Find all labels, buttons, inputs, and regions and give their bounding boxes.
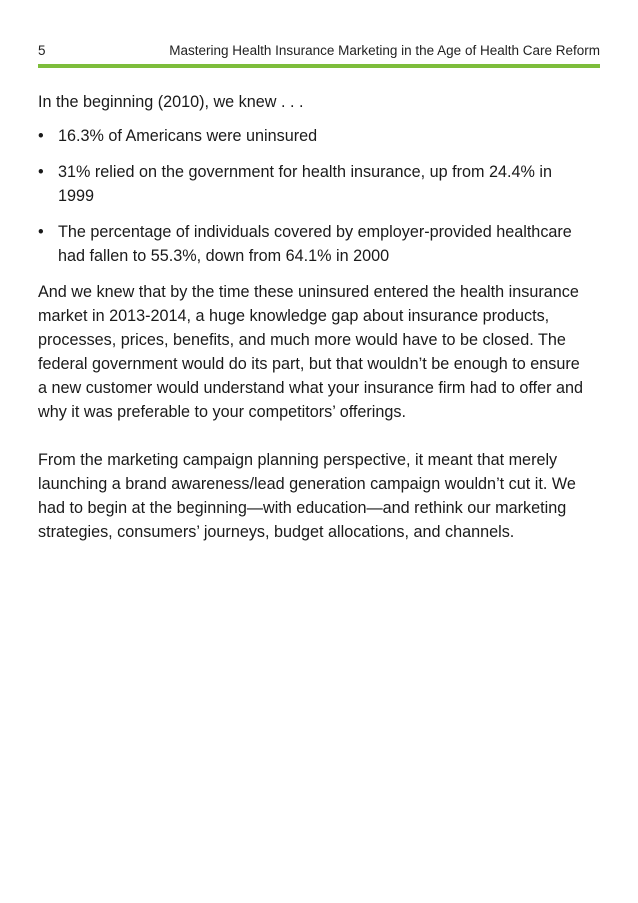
bullet-item <box>38 124 588 148</box>
header-divider <box>38 64 600 68</box>
bullet-icon: • <box>38 163 44 181</box>
bullet-item <box>38 160 588 208</box>
bullet-icon: • <box>38 223 44 241</box>
body-paragraph: And we knew that by the time these uninsured entered the health insurance market in 2013-2014, a huge knowledge gap about insurance products, processes, prices, benefits, and much more would have to be closed. The federal government would do its part, but that wouldn’t be enough to ensure a new customer would understand what your insurance firm had to offer and why it was preferable to your competitors’ offerings. <box>38 283 583 421</box>
running-title: Mastering Health Insurance Marketing in the Age of Health Care Reform <box>169 42 600 58</box>
bullet-text: The percentage of individuals covered by employer-provided healthcare had fallen to 55.3%, down from 64.1% in 2000 <box>58 223 572 265</box>
page-header <box>38 40 600 60</box>
bullet-icon: • <box>38 127 44 145</box>
bullet-list <box>38 124 588 268</box>
bullet-text: 16.3% of Americans were uninsured <box>58 127 318 145</box>
page-number: 5 <box>38 42 46 58</box>
intro-line: In the beginning (2010), we knew . . . <box>38 93 304 111</box>
bullet-item <box>38 220 588 268</box>
page-body <box>38 90 588 544</box>
body-paragraph: From the marketing campaign planning perspective, it meant that merely launching a brand awareness/lead generation campaign wouldn’t cut it. We had to begin at the beginning—with education—and rethink our marketing strategies, consumers’ journeys, budget allocations, and channels. <box>38 451 576 541</box>
bullet-text: 31% relied on the government for health insurance, up from 24.4% in 1999 <box>58 163 553 205</box>
